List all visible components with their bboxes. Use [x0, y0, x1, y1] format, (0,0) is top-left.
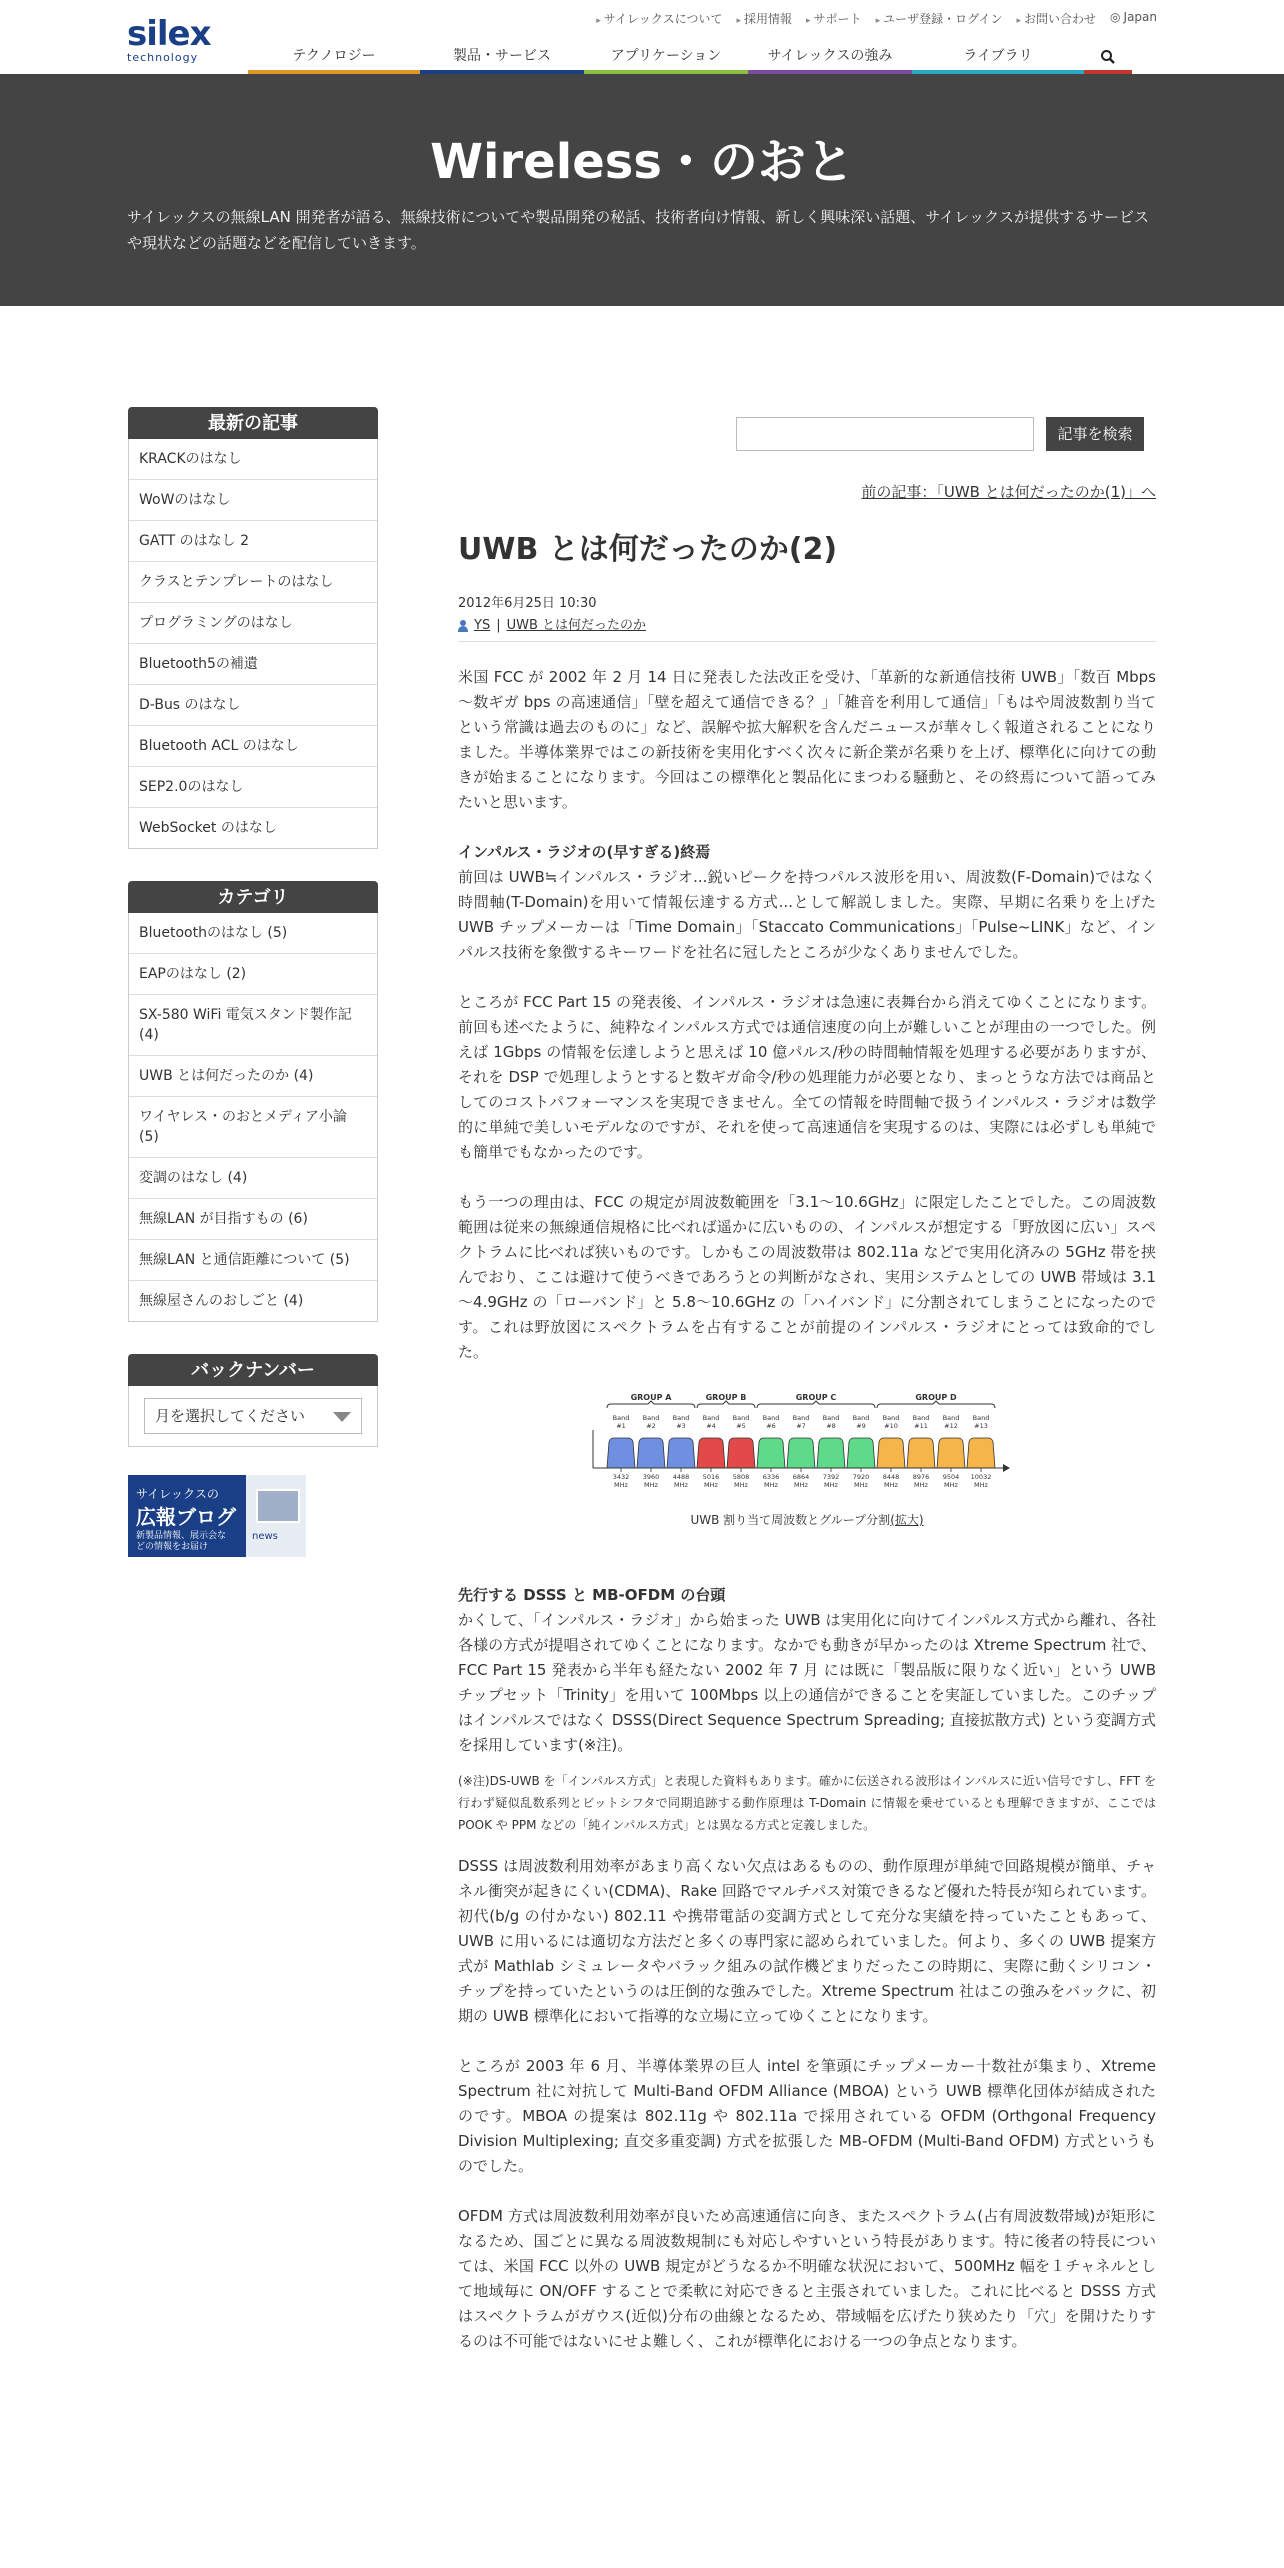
- nav-label: テクノロジー: [292, 48, 376, 64]
- banner-line3: 新製品情報、展示会などの情報をお届け: [136, 1531, 227, 1552]
- pr-blog-banner[interactable]: [128, 1475, 306, 1557]
- category-item[interactable]: Bluetoothのはなし (5): [139, 925, 288, 941]
- archive-box: [128, 1354, 378, 1447]
- global-nav: [248, 44, 1155, 74]
- archive-title: バックナンバー: [128, 1354, 378, 1386]
- band-freq: 9504: [942, 1473, 960, 1481]
- band-label: Band: [732, 1414, 750, 1422]
- categories-box: [128, 881, 378, 1322]
- recent-post-item[interactable]: SEP2.0のはなし: [129, 766, 377, 807]
- search-button[interactable]: 記事を検索: [1046, 417, 1144, 451]
- nav-technology[interactable]: [248, 44, 420, 74]
- footnote: (※注)DS-UWB を「インパルス方式」と表現した資料もあります。確かに伝送される波形はインパルスに近い信号ですし、FFT を行わず疑似乱数系列とビットシフタで同期追跡する動作原理は T-Domain に情報を乗せているとも理解できますが、ここでは POOK や PPM などの「純インパルス方式」とは異なる方式と定義しました。: [458, 1774, 1156, 1832]
- nav-search[interactable]: [1084, 44, 1132, 74]
- post-meta: [458, 593, 1156, 642]
- band-label: Band: [822, 1414, 840, 1422]
- band-number: #13: [974, 1422, 988, 1430]
- band-block: [607, 1438, 635, 1468]
- chevron-down-icon: [333, 1412, 351, 1422]
- recent-post-item[interactable]: KRACKのはなし: [139, 451, 242, 467]
- uwb-band-diagram[interactable]: [587, 1390, 1027, 1500]
- recent-post-item[interactable]: D-Bus のはなし: [129, 684, 377, 725]
- blog-title: Wireless・のおと: [430, 134, 854, 190]
- post-author-link[interactable]: YS: [474, 618, 491, 633]
- group-label: GROUP A: [630, 1393, 672, 1402]
- recent-post-item[interactable]: クラスとテンプレートのはなし: [129, 561, 377, 602]
- band-freq: 8976: [912, 1473, 930, 1481]
- post-byline: [458, 615, 1156, 637]
- band-block: [697, 1438, 725, 1468]
- banner-news-label: news: [252, 1531, 278, 1542]
- post-body: [458, 665, 1156, 2379]
- band-number: #11: [914, 1422, 928, 1430]
- util-link-about[interactable]: ▸ サイレックスについて: [596, 10, 722, 27]
- band-unit: MHz: [734, 1481, 748, 1489]
- band-freq: 10032: [970, 1473, 992, 1481]
- band-number: #10: [884, 1422, 898, 1430]
- paragraph: 前回は UWB≒インパルス・ラジオ...鋭いピークを持つパルス波形を用い、周波数(F-Domain)ではなく時間軸(T-Domain)を用いて情報伝達する方式...として解説しました。実際、早期に名乗りを上げた UWB チップメーカーは「Time Domain」「Staccato Communications」「Pulse~LINK」など、インパルス技術を象徴するキーワードを社名に冠したところが少なくありませんでした。: [458, 868, 1156, 961]
- band-number: #7: [796, 1422, 806, 1430]
- figure-caption-text: UWB 割り当て周波数とグループ分割: [690, 1513, 891, 1527]
- paragraph: もう一つの理由は、FCC の規定が周波数範囲を「3.1～10.6GHz」に限定したことでした。この周波数範囲は従来の無線通信規格に比べれば遥かに広いものの、インパルスが想定する「野放図に広い」スペクトラムに比べれば狭いものです。しかもこの周波数帯は 802.11a などで実用化済みの 5GHz 帯を挟んでおり、ここは避けて使うべきであろうとの判断がなされ、実用システムとしての UWB 帯域は 3.1～4.9GHz の「ローバンド」と 5.8～10.6GHz の「ハイバンド」に分割されてしまうことになったのです。これは野放図にスペクトラムを占有することが前提のインパルス・ラジオにとっては致命的でした。: [458, 1193, 1156, 1361]
- nav-products[interactable]: [420, 44, 584, 74]
- post-date: 2012年6月25日 10:30: [458, 596, 597, 611]
- band-number: #5: [736, 1422, 746, 1430]
- banner-line2: 広報ブログ: [136, 1505, 236, 1529]
- language-label: Japan: [1123, 10, 1157, 24]
- band-number: #6: [766, 1422, 776, 1430]
- utility-links: [596, 10, 1157, 27]
- nav-label: アプリケーション: [610, 48, 722, 64]
- banner-line1: サイレックスの: [136, 1487, 219, 1501]
- archive-month-select[interactable]: [144, 1398, 362, 1434]
- band-block: [637, 1438, 665, 1468]
- logo-tagline: technology: [127, 51, 199, 64]
- nav-strengths[interactable]: [748, 44, 912, 74]
- nav-label: 製品・サービス: [453, 48, 551, 64]
- site-header: [0, 0, 1284, 74]
- band-unit: MHz: [644, 1481, 658, 1489]
- band-number: #12: [944, 1422, 958, 1430]
- band-label: Band: [672, 1414, 690, 1422]
- globe-icon: ◎: [1110, 10, 1121, 24]
- band-unit: MHz: [704, 1481, 718, 1489]
- silex-logo[interactable]: [127, 14, 229, 64]
- band-label: Band: [972, 1414, 990, 1422]
- banner-image: [246, 1475, 306, 1557]
- band-block: [877, 1438, 905, 1468]
- recent-posts-box: [128, 407, 378, 849]
- util-link-careers[interactable]: ▸ 採用情報: [736, 10, 792, 27]
- nav-label: ライブラリ: [963, 48, 1033, 64]
- band-freq: 8448: [882, 1473, 900, 1481]
- band-freq: 7392: [822, 1473, 840, 1481]
- band-block: [967, 1438, 995, 1468]
- blog-hero: [0, 74, 1284, 306]
- category-item[interactable]: 無線屋さんのおしごと (4): [129, 1280, 377, 1321]
- band-freq: 5016: [702, 1473, 720, 1481]
- group-brace: [697, 1401, 755, 1408]
- band-freq: 4488: [672, 1473, 690, 1481]
- band-unit: MHz: [974, 1481, 988, 1489]
- band-unit: MHz: [884, 1481, 898, 1489]
- band-label: Band: [912, 1414, 930, 1422]
- band-unit: MHz: [674, 1481, 688, 1489]
- band-block: [907, 1438, 935, 1468]
- util-link-support[interactable]: ▸ サポート: [806, 10, 862, 27]
- band-unit: MHz: [824, 1481, 838, 1489]
- nav-applications[interactable]: [584, 44, 748, 74]
- band-block: [667, 1438, 695, 1468]
- section-heading: インパルス・ラジオの(早すぎる)終焉: [458, 843, 711, 861]
- paragraph: かくして、「インパルス・ラジオ」から始まった UWB は実用化に向けてインパルス方式から離れ、各社各様の方式が提唱されてゆくことになります。なかでも動きが早かったのは Xtreme Spectrum 社で、FCC Part 15 発表から半年も経たない 2002 年 7 月 には既に「製品版に限りなく近い」という UWB チップセット「Trinity」を用いて 100Mbps 以上の通信ができることを実証していました。このチップはインパルスではなく DSSS(Direct Sequence Spectrum Spreading; 直接拡散方式) という変調方式を採用しています(※注)。: [458, 1611, 1156, 1754]
- band-unit: MHz: [764, 1481, 778, 1489]
- nav-library[interactable]: [912, 44, 1084, 74]
- band-label: Band: [642, 1414, 660, 1422]
- group-brace: [877, 1401, 995, 1408]
- group-brace: [757, 1401, 875, 1408]
- band-number: #8: [826, 1422, 836, 1430]
- band-label: Band: [942, 1414, 960, 1422]
- band-freq: 7920: [852, 1473, 870, 1481]
- section-heading: 先行する DSSS と MB-OFDM の台頭: [458, 1586, 726, 1604]
- post-category-link[interactable]: UWB とは何だったのか: [506, 618, 647, 633]
- blog-description: サイレックスの無線LAN 開発者が語る、無線技術についてや製品開発の秘話、技術者向け情報、新しく興味深い話題、サイレックスが提供するサービスや現状などの話題などを配信していきます。: [127, 208, 1149, 252]
- band-number: #1: [616, 1422, 626, 1430]
- category-item[interactable]: ワイヤレス・のおとメディア小論 (5): [129, 1096, 377, 1157]
- band-unit: MHz: [614, 1481, 628, 1489]
- band-block: [787, 1438, 815, 1468]
- post-title: UWB とは何だったのか(2): [458, 532, 838, 567]
- band-block: [757, 1438, 785, 1468]
- category-item[interactable]: 無線LAN が目指すもの (6): [129, 1198, 377, 1239]
- archive-body: [128, 1386, 378, 1447]
- category-item[interactable]: 無線LAN と通信距離について (5): [129, 1239, 377, 1280]
- category-item[interactable]: SX-580 WiFi 電気スタンド製作記 (4): [129, 994, 377, 1055]
- recent-posts-list: [128, 439, 378, 849]
- band-freq: 5808: [732, 1473, 750, 1481]
- recent-posts-title: 最新の記事: [128, 407, 378, 439]
- recent-post-item[interactable]: GATT のはなし 2: [129, 520, 377, 561]
- monitor-icon: [256, 1489, 300, 1523]
- band-label: Band: [612, 1414, 630, 1422]
- paragraph: ところが FCC Part 15 の発表後、インパルス・ラジオは急速に表舞台から消えてゆくことになります。前回も述べたように、純粋なインパルス方式では通信速度の向上が難しいことが理由の一つでした。例えば 1Gbps の情報を伝達しようと思えば 10 億パルス/秒の時間軸情報を処理する必要がありますが、それを DSP で処理しようとすると数ギガ命令/秒の処理能力が必要となり、まっとうな方法では商品としてのコストパフォーマンスを実現できません。全ての情報を時間軸で扱うインパルス・ラジオは数学的に単純で美しいモデルなのですが、それを使って高速通信を実現するのは、実際には必ずしも単純でも簡単でもなかったのです。: [458, 993, 1156, 1161]
- band-freq: 3432: [612, 1473, 630, 1481]
- band-freq: 6864: [792, 1473, 810, 1481]
- search-icon: [1100, 49, 1116, 65]
- article-search: [458, 407, 1156, 447]
- band-label: Band: [702, 1414, 720, 1422]
- band-label: Band: [762, 1414, 780, 1422]
- recent-post-item[interactable]: プログラミングのはなし: [129, 602, 377, 643]
- figure-enlarge-link[interactable]: (拡大): [890, 1513, 924, 1527]
- paragraph: 米国 FCC が 2002 年 2 月 14 日に発表した法改正を受け、「革新的な新通信技術 UWB」「数百 Mbps～数ギガ bps の高速通信」「壁を超えて通信できる？」「雑音を利用して通信」「もはや周波数割り当てという常識は過去のものに」など、誤解や拡大解釈を含んだニュースが華々しく報道されることになりました。半導体業界ではこの新技術を実用化すべく次々に新企業が名乗りを上げ、標準化に向けての動きが始まることになります。今回はこの標準化と製品化にまつわる騒動と、その終焉について語ってみたいと思います。: [458, 668, 1156, 811]
- archive-select-value: 月を選択してください: [155, 1407, 306, 1425]
- paragraph: ところが 2003 年 6 月、半導体業界の巨人 intel を筆頭にチップメーカー十数社が集まり、Xtreme Spectrum 社に対抗して Multi-Band OFDM Alliance (MBOA) という UWB 標準化団体が結成されたのです。MBOA の提案は 802.11g や 802.11a で採用されている OFDM (Orthgonal Frequency Division Multiplexing; 直交多重変調) 方式を拡張した MB-OFDM (Multi-Band OFDM) 方式というものでした。: [458, 2057, 1156, 2175]
- language-selector[interactable]: [1110, 10, 1157, 27]
- main-content: [458, 407, 1156, 2350]
- recent-post-item[interactable]: Bluetooth5の補遺: [129, 643, 377, 684]
- figure-caption: [458, 1508, 1156, 1533]
- categories-list: [128, 913, 378, 1322]
- band-unit: MHz: [854, 1481, 868, 1489]
- band-unit: MHz: [914, 1481, 928, 1489]
- recent-post-item[interactable]: WoWのはなし: [129, 479, 377, 520]
- band-block: [847, 1438, 875, 1468]
- nav-label: サイレックスの強み: [767, 48, 893, 64]
- recent-post-item[interactable]: WebSocket のはなし: [129, 807, 377, 848]
- logo-wordmark: silex: [127, 14, 211, 54]
- paragraph: OFDM 方式は周波数利用効率が良いため高速通信に向き、またスペクトラム(占有周波数帯域)が矩形になるため、国ごとに異なる周波数規制にも対応しやすいという特長があります。特に後者の特長については、米国 FCC 以外の UWB 規定がどうなるか不明確な状況において、500MHz 幅を１チャネルとして地域毎に ON/OFF することで柔軟に対応できると主張されていました。これに比べると DSSS 方式はスペクトラムがガウス(近似)分布の曲線となるため、帯域幅を広げたり狭めたり「穴」を開けたりするのは不可能ではないにせよ難しく、これが標準化における一つの争点となります。: [458, 2207, 1156, 2350]
- search-input[interactable]: [736, 417, 1034, 451]
- band-label: Band: [852, 1414, 870, 1422]
- band-number: #4: [706, 1422, 716, 1430]
- band-label: Band: [882, 1414, 900, 1422]
- band-freq: 6336: [762, 1473, 780, 1481]
- paragraph: DSSS は周波数利用効率があまり高くない欠点はあるものの、動作原理が単純で回路規模が簡単、チャネル衝突が起きにくい(CDMA)、Rake 回路でマルチパス対策できるなど優れた特長が知られています。初代(b/g の付かない) 802.11 や携帯電話の変調方式として充分な実績を持っていたこともあって、UWB に用いるには適切な方法だと多くの専門家に認められていました。何より、多くの UWB 提案方式が Mathlab シミュレータやバラック組みの試作機どまりだったこの時期に、実際に動くシリコン・チップを持っていたというのは圧倒的な強みでした。Xtreme Spectrum 社はこの強みをバックに、初期の UWB 標準化において指導的な立場に立ってゆくことになります。: [458, 1857, 1156, 2025]
- band-freq: 3960: [642, 1473, 660, 1481]
- band-unit: MHz: [794, 1481, 808, 1489]
- group-label: GROUP C: [795, 1393, 837, 1402]
- category-item[interactable]: UWB とは何だったのか (4): [129, 1055, 377, 1096]
- uwb-band-figure: [458, 1390, 1156, 1533]
- group-brace: [607, 1401, 695, 1408]
- category-item[interactable]: 変調のはなし (4): [129, 1157, 377, 1198]
- band-number: #9: [856, 1422, 866, 1430]
- group-label: GROUP B: [705, 1393, 747, 1402]
- axis-arrow: [1003, 1464, 1010, 1472]
- util-link-contact[interactable]: ▸ お問い合わせ: [1017, 10, 1097, 27]
- sidebar: [128, 407, 378, 1557]
- group-label: GROUP D: [915, 1393, 957, 1402]
- categories-title: カテゴリ: [128, 881, 378, 913]
- band-block: [727, 1438, 755, 1468]
- band-block: [937, 1438, 965, 1468]
- prev-article-link[interactable]: 前の記事：「UWB とは何だったのか(1)」へ: [861, 483, 1156, 501]
- meta-divider: |: [496, 618, 501, 633]
- util-link-login[interactable]: ▸ ユーザ登録・ログイン: [876, 10, 1003, 27]
- band-label: Band: [792, 1414, 810, 1422]
- recent-post-item[interactable]: Bluetooth ACL のはなし: [129, 725, 377, 766]
- band-number: #3: [676, 1422, 686, 1430]
- band-number: #2: [646, 1422, 656, 1430]
- band-block: [817, 1438, 845, 1468]
- category-item[interactable]: EAPのはなし (2): [129, 953, 377, 994]
- user-icon: [458, 620, 468, 632]
- band-unit: MHz: [944, 1481, 958, 1489]
